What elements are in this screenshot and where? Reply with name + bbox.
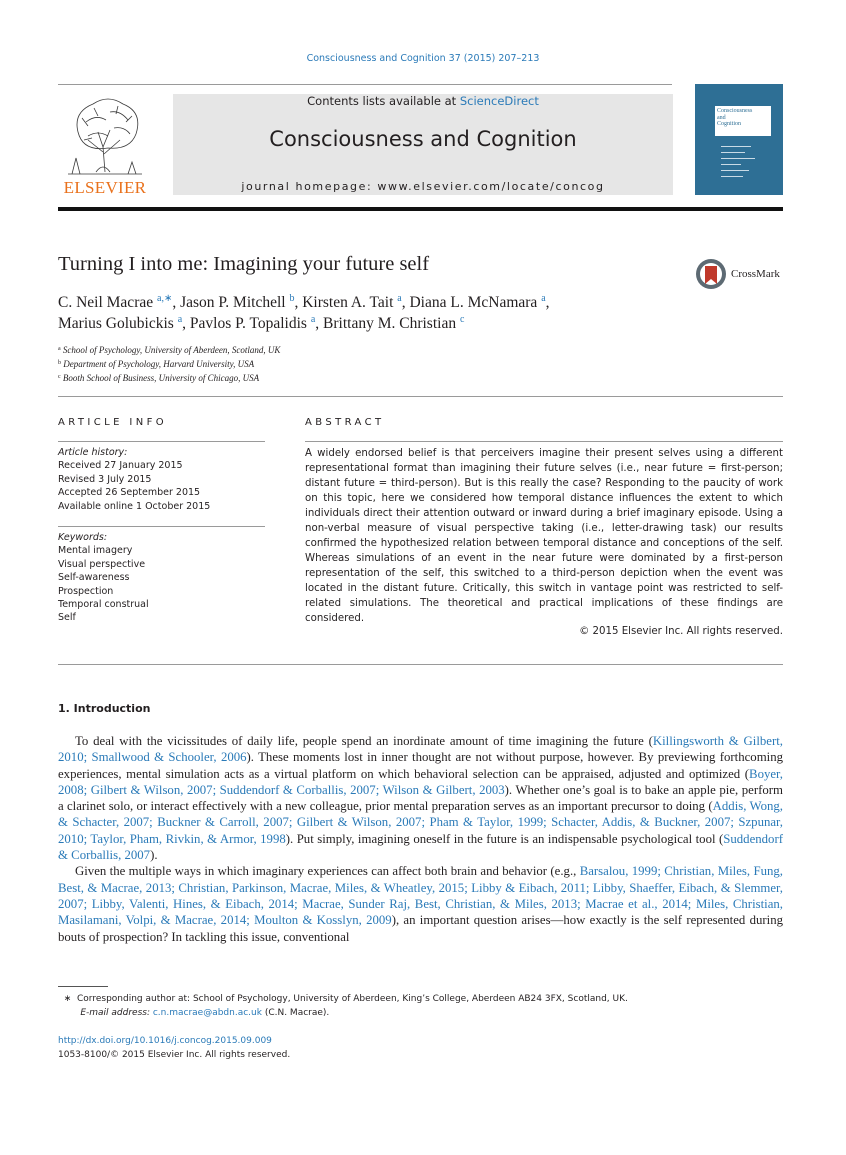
affiliation: $^c$ Booth School of Business, University of Chicago, USA [58,373,260,383]
author[interactable]: Jason P. Mitchell $^b$, [180,293,303,311]
affiliation: $^b$ Department of Psychology, Harvard University, USA [58,359,255,369]
author[interactable]: Pavlos P. Topalidis $^a$, [189,314,324,332]
article-history [58,446,210,513]
keywords [58,531,149,625]
abstract-heading: ABSTRACT [305,417,385,428]
header-thick-rule [58,207,783,211]
keyword: Self-awareness [58,572,130,584]
body-rule [58,664,783,665]
footnote-rule [58,986,108,987]
sciencedirect-link[interactable]: ScienceDirect [459,94,539,108]
article-info-rule [58,441,265,442]
author[interactable]: Kirsten A. Tait $^a$, [302,293,410,311]
article-title: Turning I into me: Imagining your future self [58,253,430,275]
section-heading: 1. Introduction [58,702,151,715]
affiliations [58,343,280,385]
citation-link[interactable]: Boyer, 2008; Gilbert & Wilson, 2007; Suddendorf & Corballis, 2007; Wilson & Gilbert, 2003 [58,766,783,797]
author-list [58,292,698,334]
contents-prefix: Contents lists available at [307,94,460,108]
abstract-text: A widely endorsed belief is that perceivers imagine their present selves using a different representational format than imagining their future selves (i.e., near future = first-person; distant future = third-person). But is this really the case? Responding to the paucity of work on this topic, here we considered how temporal distance influences the extent to which individuals direct their attention outward or inward during a brief imaginary episode. Using a non-verbal measure of visual perspective taking (i.e., letter-drawing task) our results confirmed the hypothesized relation between temporal distance and conceptions of the self. Whereas simulations of an event in the near future were dominated by a first-person representation of the self, this switched to a third-person depiction when the event was located in the distant future. Critically, this switch in vantage point was restricted to self-related simulations. The theoretical and practical implications of these findings are considered. [305,448,783,624]
history-item: Received 27 January 2015 [58,460,183,472]
crossmark-label[interactable]: CrossMark [731,268,780,280]
author[interactable]: Brittany M. Christian $^c$ [323,314,465,332]
keyword: Visual perspective [58,558,146,570]
contents-line [173,94,673,108]
citation-link[interactable]: Suddendorf & Corballis, 2007 [58,831,783,863]
keywords-rule [58,526,265,527]
footnotes [58,992,628,1020]
author[interactable]: Marius Golubickis $^a$, [58,314,190,332]
history-item: Revised 3 July 2015 [58,473,152,485]
journal-title: Consciousness and Cognition [269,127,577,151]
abstract-copyright: © 2015 Elsevier Inc. All rights reserved. [579,626,783,637]
affiliation: $^a$ School of Psychology, University of Aberdeen, Scotland, UK [58,345,281,355]
citation-link[interactable]: Addis, Wong, & Schacter, 2007; Buckner & Carroll, 2007; Gilbert & Wilson, 2007; Pham & Taylor, 1999; Schacter, Addis, & Buckner, 2007; Szpunar, 2010; Taylor, Pham, Rivkin, & Armor, 1998 [58,799,783,846]
author[interactable]: C. Neil Macrae $^{a,∗}$, [58,293,181,311]
paragraph: Given the multiple ways in which imaginary experiences can affect both brain and behavior (e.g., Barsalou, 1999; Christian, Miles, Fung, Best, & Macrae, 2013; Christian, Parkinson, Macrae, Miles, & Wheatley, 2015; Libby & Eibach, 2011; Libby, Shaeffer, Eibach, & Slemmer, 2007; Libby, Valenti, Hines, & Eibach, 2014; Macrae, Sunder Raj, Best, Christian, & Miles, 2013; Macrae et al., 2014; Miles, Christian, Masilamani, Volpi, & Macrae, 2014; Moulton & Kosslyn, 2009), an important question arises—how exactly is the self represented during bouts of prospection? In tackling this issue, conventional [58,864,783,944]
issn-line: 1053-8100/© 2015 Elsevier Inc. All rights reserved. [58,1049,291,1060]
keyword: Mental imagery [58,545,133,557]
doi-link[interactable]: http://dx.doi.org/10.1016/j.concog.2015.09.009 [58,1036,272,1046]
keywords-label: Keywords: [58,532,108,543]
journal-citation[interactable]: Consciousness and Cognition 37 (2015) 207–213 [306,53,540,64]
doi-block [58,1035,290,1062]
history-item: Available online 1 October 2015 [58,500,211,512]
keyword: Prospection [58,585,114,597]
elsevier-wordmark: ELSEVIER [63,178,147,197]
article-info-heading: ARTICLE INFO [58,417,168,428]
citation-link[interactable]: Barsalou, 1999; Christian, Miles, Fung, Best, & Macrae, 2013; Christian, Parkinson, Macrae, Miles, & Wheatley, 2015; Libby & Eibach, 2011; Libby, Shaeffer, Eibach, & Slemmer, 2007; Libby, Valenti, Hines, & Eibach, 2014; Macrae, Sunder Raj, Best, Christian, & Miles, 2013; Macrae et al., 2014; Miles, Christian, Masilamani, Volpi, & Macrae, 2014; Moulton & Kosslyn, 2009 [58,864,783,928]
abstract-rule [305,441,783,442]
email-link[interactable]: c.n.macrae@abdn.ac.uk [152,1008,262,1018]
keyword: Self [58,612,76,624]
journal-homepage[interactable]: journal homepage: www.elsevier.com/locate/concog [241,180,605,193]
header-rule [58,84,672,85]
corresponding-author-note: ∗ Corresponding author at: School of Psychology, University of Aberdeen, King’s College, Aberdeen AB24 3FX, Scotland, UK. [63,994,628,1004]
history-item: Accepted 26 September 2015 [58,487,201,499]
journal-cover-image [695,84,783,195]
author[interactable]: Diana L. McNamara $^a$, [409,293,550,311]
section-rule [58,396,783,397]
history-label: Article history: [58,447,128,458]
citation-link[interactable]: Killingsworth & Gilbert, 2010; Smallwood & Schooler, 2006 [58,734,783,765]
paragraph: To deal with the vicissitudes of daily life, people spend an inordinate amount of time imagining the future (Killingsworth & Gilbert, 2010; Smallwood & Schooler, 2006). These moments lost in inner thought are not without purpose, however. By previewing forthcoming experiences, mental simulation acts as a virtual platform on which behavioral selection can be appraised, adjusted and optimized (Boyer, 2008; Gilbert & Wilson, 2007; Suddendorf & Corballis, 2007; Wilson & Gilbert, 2003). Whether one’s goal is to bake an apple pie, perform a clarinet solo, or interact effectively with a new colleague, prior mental preparation serves as an important precursor to doing (Addis, Wong, & Schacter, 2007; Buckner & Carroll, 2007; Gilbert & Wilson, 2007; Pham & Taylor, 1999; Schacter, Addis, & Buckner, 2007; Szpunar, 2010; Taylor, Pham, Rivkin, & Armor, 1998). Put simply, imagining oneself in the future is an indispensable psychological tool (Suddendorf & Corballis, 2007). [58,734,783,863]
introduction-body [58,733,783,945]
cover-title-art: Consciousness and Cognition [717,108,753,127]
email-note: E-mail address: c.n.macrae@abdn.ac.uk (C.N. Macrae). [80,1008,330,1018]
keyword: Temporal construal [58,599,149,611]
